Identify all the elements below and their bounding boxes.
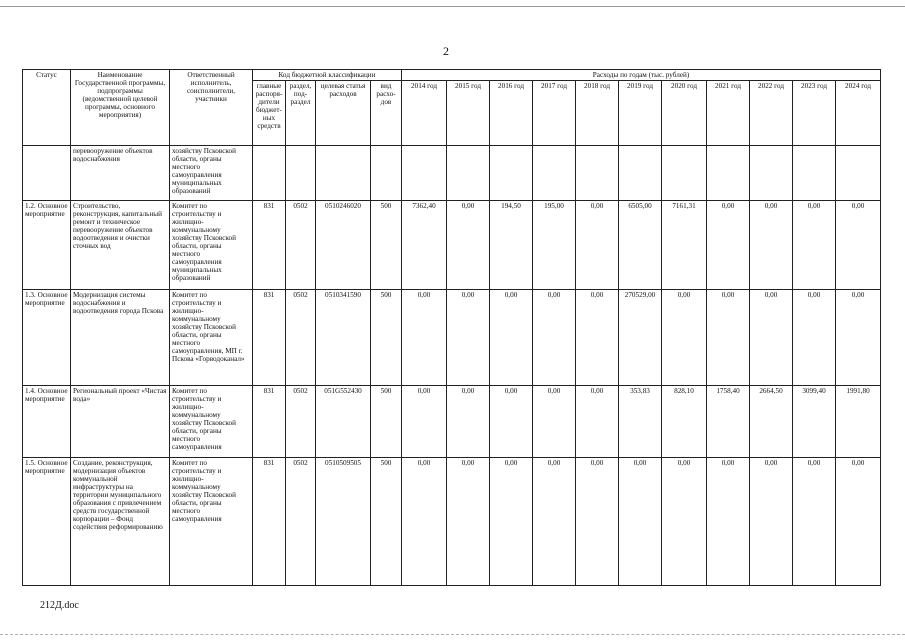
row-year-value xyxy=(707,146,750,201)
row-year-value: 2664,50 xyxy=(750,386,793,458)
row-year-value xyxy=(490,146,533,201)
budget-table xyxy=(22,69,881,586)
row-year-value: 0,00 xyxy=(490,386,533,458)
row-year-value xyxy=(619,146,662,201)
header-year: 2022 год xyxy=(750,81,793,146)
header-expense-type: вид расхо-дов xyxy=(371,81,402,146)
row-year-value: 0,00 xyxy=(447,386,490,458)
row-year-value: 270529,00 xyxy=(619,290,662,386)
row-year-value: 0,00 xyxy=(707,201,750,290)
row-status: 1.2. Основное мероприятие xyxy=(23,201,71,290)
row-status: 1.4. Основное мероприятие xyxy=(23,386,71,458)
row-year-value: 0,00 xyxy=(402,386,447,458)
row-year-value: 0,00 xyxy=(533,290,576,386)
header-year: 2019 год xyxy=(619,81,662,146)
row-year-value: 0,00 xyxy=(793,290,836,386)
row-expense-type: 500 xyxy=(371,386,402,458)
row-responsible: Комитет по строительству и жилищно-коммунальному хозяйству Псковской области, органы местного самоуправления xyxy=(170,458,253,586)
header-expenses: Расходы по годам (тыс. рублей) xyxy=(402,70,881,81)
header-responsible: Ответственный исполнитель, соисполнители, участники xyxy=(170,70,253,146)
header-year: 2016 год xyxy=(490,81,533,146)
row-year-value xyxy=(662,146,707,201)
footer-filename: 212Д.doc xyxy=(40,600,79,611)
row-year-value xyxy=(793,146,836,201)
row-article: 051G552430 xyxy=(316,386,371,458)
row-grbs xyxy=(253,146,286,201)
row-year-value: 0,00 xyxy=(793,458,836,586)
row-year-value: 0,00 xyxy=(402,290,447,386)
row-name: перевооружение объектов водоснабжения xyxy=(71,146,170,201)
row-name: Модернизация системы водоснабжения и водоотведения города Пскова xyxy=(71,290,170,386)
row-year-value: 0,00 xyxy=(447,458,490,586)
row-year-value: 1758,40 xyxy=(707,386,750,458)
header-budget-code: Код бюджетной классификации xyxy=(253,70,402,81)
header-year: 2018 год xyxy=(576,81,619,146)
row-year-value xyxy=(576,146,619,201)
header-name: Наименование Государственной программы, подпрограммы (ведомственной целевой программы, основного мероприятия) xyxy=(71,70,170,146)
header-year: 2014 год xyxy=(402,81,447,146)
bottom-border-line xyxy=(0,634,905,635)
row-year-value: 7161,31 xyxy=(662,201,707,290)
row-name: Строительство, реконструкция, капитальный ремонт и техническое перевооружение объектов водоотведения и очистки сточных вод xyxy=(71,201,170,290)
header-year: 2017 год xyxy=(533,81,576,146)
row-year-value: 6505,00 xyxy=(619,201,662,290)
row-grbs: 831 xyxy=(253,290,286,386)
row-year-value: 0,00 xyxy=(447,290,490,386)
row-year-value xyxy=(750,146,793,201)
page-number: 2 xyxy=(443,44,449,58)
row-year-value: 0,00 xyxy=(662,290,707,386)
row-grbs: 831 xyxy=(253,386,286,458)
header-article: целевая статья расходов xyxy=(316,81,371,146)
row-year-value: 0,00 xyxy=(836,458,881,586)
row-article: 0510246020 xyxy=(316,201,371,290)
row-year-value: 1991,80 xyxy=(836,386,881,458)
header-section: раздел, под-раздел xyxy=(286,81,316,146)
row-section: 0502 xyxy=(286,290,316,386)
row-year-value: 194,50 xyxy=(490,201,533,290)
header-year: 2023 год xyxy=(793,81,836,146)
table-row xyxy=(23,290,881,386)
row-article: 0510341590 xyxy=(316,290,371,386)
header-status: Статус xyxy=(23,70,71,146)
row-year-value: 7362,40 xyxy=(402,201,447,290)
row-year-value: 828,10 xyxy=(662,386,707,458)
row-year-value: 0,00 xyxy=(576,386,619,458)
row-status: 1.5. Основное мероприятие xyxy=(23,458,71,586)
header-grbs: главные распоря-дители бюджет-ных средств xyxy=(253,81,286,146)
row-expense-type xyxy=(371,146,402,201)
row-year-value xyxy=(533,146,576,201)
row-year-value: 0,00 xyxy=(750,458,793,586)
row-year-value xyxy=(402,146,447,201)
row-article: 0510509505 xyxy=(316,458,371,586)
header-year: 2024 год xyxy=(836,81,881,146)
row-year-value: 0,00 xyxy=(707,458,750,586)
header-year: 2021 год xyxy=(707,81,750,146)
row-year-value: 0,00 xyxy=(447,201,490,290)
row-year-value: 0,00 xyxy=(662,458,707,586)
row-year-value: 0,00 xyxy=(750,201,793,290)
row-year-value: 0,00 xyxy=(750,290,793,386)
row-year-value: 0,00 xyxy=(836,290,881,386)
row-section: 0502 xyxy=(286,458,316,586)
row-year-value xyxy=(836,146,881,201)
row-year-value: 3099,40 xyxy=(793,386,836,458)
row-name: Региональный проект «Чистая вода» xyxy=(71,386,170,458)
table-row xyxy=(23,458,881,586)
table-row xyxy=(23,146,881,201)
row-year-value: 0,00 xyxy=(707,290,750,386)
row-responsible: Комитет по строительству и жилищно-коммунальному хозяйству Псковской области, органы местного самоуправления, МП г. Пскова «Горводоканал» xyxy=(170,290,253,386)
row-responsible: Комитет по строительству и жилищно-коммунальному хозяйству Псковской области, органы местного самоуправления xyxy=(170,386,253,458)
row-expense-type: 500 xyxy=(371,458,402,586)
row-expense-type: 500 xyxy=(371,201,402,290)
row-year-value: 0,00 xyxy=(793,201,836,290)
row-year-value: 353,83 xyxy=(619,386,662,458)
row-year-value: 0,00 xyxy=(836,201,881,290)
row-section: 0502 xyxy=(286,386,316,458)
row-status xyxy=(23,146,71,201)
top-border-line xyxy=(0,6,905,7)
row-responsible: Комитет по строительству и жилищно-коммунальному хозяйству Псковской области, органы местного самоуправления муниципальных образований xyxy=(170,201,253,290)
row-year-value: 0,00 xyxy=(619,458,662,586)
row-year-value: 0,00 xyxy=(576,458,619,586)
header-year: 2015 год xyxy=(447,81,490,146)
row-year-value: 0,00 xyxy=(533,386,576,458)
header-year: 2020 год xyxy=(662,81,707,146)
table-row xyxy=(23,386,881,458)
row-status: 1.3. Основное мероприятие xyxy=(23,290,71,386)
row-year-value: 0,00 xyxy=(576,201,619,290)
row-year-value: 0,00 xyxy=(490,458,533,586)
row-year-value: 0,00 xyxy=(402,458,447,586)
row-year-value: 0,00 xyxy=(533,458,576,586)
row-year-value: 0,00 xyxy=(490,290,533,386)
row-expense-type: 500 xyxy=(371,290,402,386)
row-name: Создание, реконструкция, модернизация объектов коммунальной инфраструктуры на территории муниципального образования с привлечением средств государственной корпорации – Фонд содействия реформированию xyxy=(71,458,170,586)
row-section: 0502 xyxy=(286,201,316,290)
row-grbs: 831 xyxy=(253,458,286,586)
row-section xyxy=(286,146,316,201)
row-article xyxy=(316,146,371,201)
table-row xyxy=(23,201,881,290)
row-year-value xyxy=(447,146,490,201)
row-year-value: 0,00 xyxy=(576,290,619,386)
row-year-value: 195,00 xyxy=(533,201,576,290)
row-responsible: хозяйству Псковской области, органы местного самоуправления муниципальных образований xyxy=(170,146,253,201)
row-grbs: 831 xyxy=(253,201,286,290)
